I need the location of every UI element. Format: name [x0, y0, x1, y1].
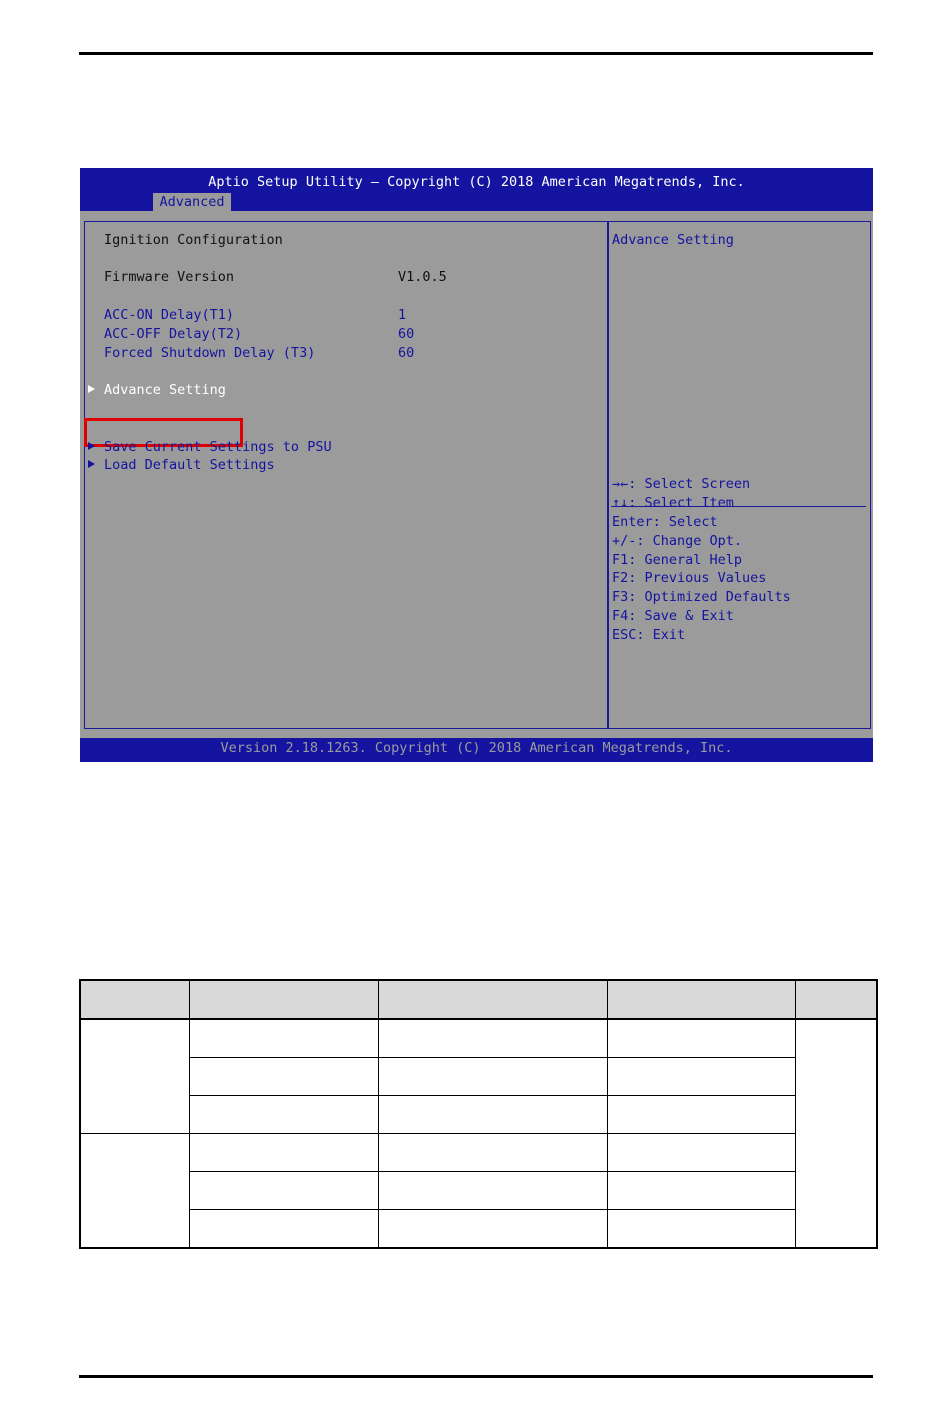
bios-footer: Version 2.18.1263. Copyright (C) 2018 American Megatrends, Inc. [80, 738, 873, 762]
table-header-row [80, 980, 877, 1019]
key-help-item: ↑↓: Select Item [612, 495, 734, 511]
table-cell [80, 1134, 189, 1249]
key-help-item: ESC: Exit [612, 627, 686, 643]
acc-on-delay-label[interactable]: ACC-ON Delay(T1) [104, 307, 235, 323]
table-cell [80, 1019, 189, 1134]
table-cell [795, 1019, 877, 1248]
table-cell [189, 1058, 378, 1096]
key-help-item: F4: Save & Exit [612, 608, 734, 624]
table-cell [189, 1096, 378, 1134]
key-help-item: +/-: Change Opt. [612, 533, 743, 549]
bios-title-bar: Aptio Setup Utility – Copyright (C) 2018 American Megatrends, Inc. [208, 174, 745, 190]
table-cell [378, 1019, 607, 1058]
table-row [80, 1019, 877, 1058]
table-cell [378, 1172, 607, 1210]
key-help-item: →←: Select Screen [612, 476, 751, 492]
key-help-item: F1: General Help [612, 552, 743, 568]
table-cell [378, 1096, 607, 1134]
table-cell [378, 1210, 607, 1249]
bottom-rule [79, 1375, 873, 1378]
top-rule [79, 52, 873, 55]
key-help-item: F2: Previous Values [612, 570, 767, 586]
table-cell [607, 1210, 795, 1249]
table-cell [189, 1210, 378, 1249]
forced-shutdown-delay-label[interactable]: Forced Shutdown Delay (T3) [104, 345, 316, 361]
table-cell [607, 1134, 795, 1172]
submenu-save-settings-to-psu[interactable]: Save Current Settings to PSU [104, 439, 332, 455]
table-row [80, 1096, 877, 1134]
table-header-cell [378, 980, 607, 1019]
table-cell [189, 1172, 378, 1210]
firmware-version-value: V1.0.5 [398, 269, 447, 285]
submenu-advance-setting[interactable]: Advance Setting [104, 382, 226, 398]
main-panel-frame [84, 221, 609, 729]
table-row [80, 1210, 877, 1249]
table-row [80, 1058, 877, 1096]
submenu-arrow-icon [88, 385, 95, 393]
spec-table [79, 979, 878, 1249]
table-row [80, 1134, 877, 1172]
acc-off-delay-label[interactable]: ACC-OFF Delay(T2) [104, 326, 243, 342]
key-help-item: Enter: Select [612, 514, 718, 530]
submenu-arrow-icon [88, 460, 95, 468]
firmware-version-label: Firmware Version [104, 269, 235, 285]
bios-setup-screen [80, 168, 873, 762]
table-cell [189, 1019, 378, 1058]
table-header-cell [607, 980, 795, 1019]
table-cell [607, 1096, 795, 1134]
forced-shutdown-delay-value[interactable]: 60 [398, 345, 415, 361]
table-cell [378, 1134, 607, 1172]
bios-body [80, 211, 873, 738]
table-header-cell [189, 980, 378, 1019]
table-cell [607, 1172, 795, 1210]
table-header-cell [795, 980, 877, 1019]
table-row [80, 1172, 877, 1210]
table-cell [607, 1019, 795, 1058]
table-cell [607, 1058, 795, 1096]
table-cell [189, 1134, 378, 1172]
key-help-item: F3: Optimized Defaults [612, 589, 791, 605]
help-description: Advance Setting [612, 232, 734, 248]
submenu-load-default-settings[interactable]: Load Default Settings [104, 457, 275, 473]
table-cell [378, 1058, 607, 1096]
tab-advanced[interactable]: Advanced [153, 193, 231, 211]
submenu-arrow-icon [88, 442, 95, 450]
acc-off-delay-value[interactable]: 60 [398, 326, 415, 342]
section-title: Ignition Configuration [104, 232, 283, 248]
acc-on-delay-value[interactable]: 1 [398, 307, 407, 323]
table-header-cell [80, 980, 189, 1019]
